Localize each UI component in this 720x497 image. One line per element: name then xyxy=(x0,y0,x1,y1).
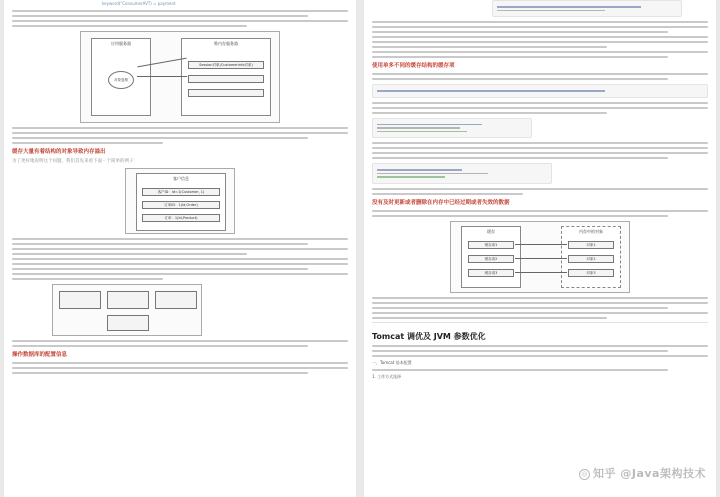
text-line xyxy=(372,147,708,149)
text-line xyxy=(372,21,708,23)
app-server-label: 应用服务器 xyxy=(111,41,131,46)
cache-object-diagram xyxy=(450,221,630,293)
class-box xyxy=(107,315,149,331)
text-line xyxy=(12,20,348,22)
text-line xyxy=(372,107,708,109)
class-box xyxy=(155,291,197,309)
heading-intro: 为了更好地说明这个问题，我们首先来看下面一个简单的例子： xyxy=(12,159,138,164)
text-line xyxy=(372,345,708,347)
text-line xyxy=(12,10,348,12)
text-line xyxy=(372,302,708,304)
app-server-box xyxy=(91,38,151,116)
text-line xyxy=(12,15,308,17)
text-line xyxy=(372,31,668,33)
session-object-box: Session对象(CustomerInfo对象) xyxy=(188,61,264,69)
watermark xyxy=(579,465,706,481)
text-line xyxy=(372,369,668,371)
text-line xyxy=(372,317,607,319)
customer-object-diagram xyxy=(125,168,235,234)
class-diagram xyxy=(52,284,202,336)
memory-object: 对象1 xyxy=(568,241,614,249)
object-box xyxy=(188,75,264,83)
reference-arrow xyxy=(515,272,567,273)
text-line xyxy=(12,142,163,144)
text-line xyxy=(372,73,708,75)
text-line xyxy=(12,367,348,369)
text-line xyxy=(372,297,708,299)
text-line xyxy=(12,263,348,265)
heap-server-box xyxy=(181,38,271,116)
text-line xyxy=(372,210,708,212)
class-box xyxy=(59,291,101,309)
cache-label: 缓存 xyxy=(487,228,495,234)
text-line xyxy=(372,142,708,144)
cache-item: 缓存项2 xyxy=(468,255,514,263)
text-line xyxy=(12,238,348,240)
watermark-text: 知乎 @Java架构技术 xyxy=(593,467,706,480)
session-replication-diagram xyxy=(80,31,280,123)
text-line xyxy=(12,372,308,374)
text-line xyxy=(12,340,348,342)
text-line xyxy=(372,355,708,357)
heap-server-label: 堆内存服务器 xyxy=(214,41,238,46)
text-line xyxy=(372,41,708,43)
customer-row-1: 客户ID：Id=1(Customer, 1) xyxy=(142,188,220,196)
class-box xyxy=(107,291,149,309)
text-line xyxy=(372,36,708,38)
text-line xyxy=(12,248,348,250)
replication-label: 对象复制 xyxy=(114,78,128,82)
replication-circle xyxy=(108,71,134,89)
code-fragment-top: keyword("ConsumerAVT) = payment xyxy=(102,1,176,6)
sub-heading: 一、Tomcat 基本配置 xyxy=(372,359,412,365)
memory-objects-label: 内存中的对象 xyxy=(579,228,603,234)
text-line xyxy=(372,56,668,58)
text-line xyxy=(12,243,308,245)
sub-heading: 1. 工作方式选择 xyxy=(372,373,402,379)
reference-arrow xyxy=(515,244,567,245)
text-line xyxy=(372,215,668,217)
text-line xyxy=(12,137,308,139)
text-line xyxy=(12,132,348,134)
reference-arrow xyxy=(515,258,567,259)
text-line xyxy=(12,278,163,280)
text-line xyxy=(12,25,247,27)
text-line xyxy=(372,157,668,159)
customer-info-box xyxy=(136,173,226,231)
cache-box xyxy=(461,226,521,288)
text-line xyxy=(12,258,348,260)
cache-item: 缓存项1 xyxy=(468,241,514,249)
text-line xyxy=(372,112,607,114)
text-line xyxy=(372,188,708,190)
text-line xyxy=(372,26,708,28)
text-line xyxy=(12,268,308,270)
text-line xyxy=(372,46,607,48)
text-line xyxy=(372,350,668,352)
customer-row-2: 订单ID：1(Id,Order) xyxy=(142,201,220,209)
text-line xyxy=(372,78,668,80)
text-line xyxy=(372,51,708,53)
section-heading: 缓存大量有着结构的对象导致内存溢出 xyxy=(12,149,106,155)
section-heading: 使用单多不同的缓存结构的缓存项 xyxy=(372,63,455,69)
text-line xyxy=(372,307,668,309)
text-line xyxy=(12,127,348,129)
text-line xyxy=(372,193,523,195)
text-line xyxy=(12,253,247,255)
text-line xyxy=(12,362,348,364)
document-page-left xyxy=(4,0,356,497)
object-box xyxy=(188,89,264,97)
customer-row-3: 订单：1(Id,Product) xyxy=(142,214,220,222)
code-block xyxy=(372,118,532,139)
section-title: Tomcat 调优及 JVM 参数优化 xyxy=(372,331,486,341)
customer-info-title: 客户信息 xyxy=(173,176,189,181)
memory-object: 对象2 xyxy=(568,255,614,263)
text-line xyxy=(12,345,308,347)
text-line xyxy=(372,312,708,314)
text-line xyxy=(372,152,708,154)
replication-arrow xyxy=(137,76,187,77)
section-heading: 没有及时更新或者删除在内存中已经过期或者失效的数据 xyxy=(372,199,510,206)
section-heading: 操作数据库的配置信息 xyxy=(12,352,68,358)
divider xyxy=(372,322,708,323)
page-gutter xyxy=(356,0,364,497)
text-line xyxy=(372,102,708,104)
text-line xyxy=(12,273,348,275)
zhihu-icon: ◎ xyxy=(579,469,590,480)
code-block xyxy=(372,163,552,184)
document-page-right xyxy=(364,0,716,497)
code-block xyxy=(492,0,682,17)
code-block xyxy=(372,84,708,98)
memory-objects-box xyxy=(561,226,621,288)
cache-item: 缓存项3 xyxy=(468,269,514,277)
memory-object: 对象3 xyxy=(568,269,614,277)
